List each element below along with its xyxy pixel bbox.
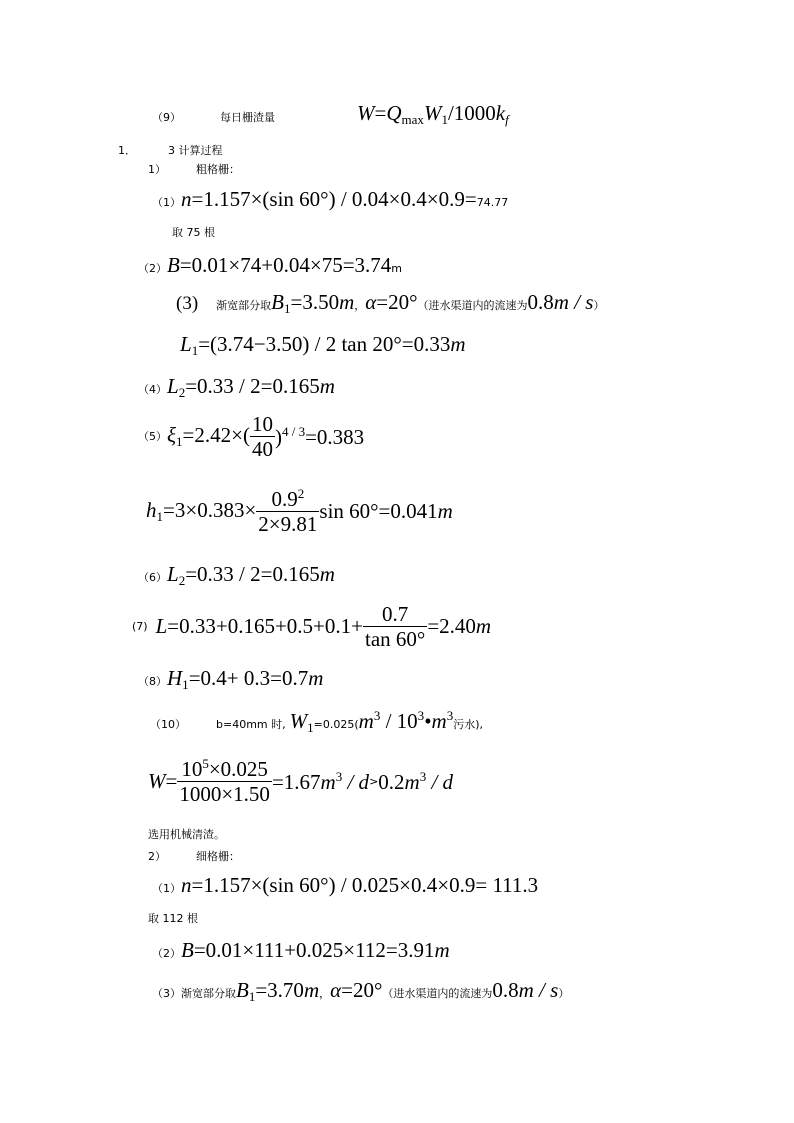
coarse-eq-4: $(4)L_2=0.33 / 2=0.165m$ [138, 374, 335, 401]
fine-eq-3: （3）渐宽部分取$B_1=3.70m$，α=20°（进水渠道内的流速为0.8m / s） [152, 978, 570, 1005]
coarse-eq-2: （2）B=0.01×74+0.04×75=3.74m [138, 253, 403, 277]
section-heading: 3 计算过程 [168, 144, 223, 157]
fine-eq-2: （2）B=0.01×111+0.025×112=3.91m [152, 938, 450, 962]
coarse-eq-3b: $L_1=(3.74-3.50) / 2$ tan 20°=0.33m [180, 332, 466, 359]
coarse-eq-10b: W= $\frac{10^5\times 0.025}{1000\times 1.50}$ $=1.67m^3 / d>0.2m^3 / d$ [148, 756, 454, 807]
coarse-eq-1: （1）n=1.157×(sin 60°) / 0.04×0.4×0.9=74.77 [152, 187, 509, 211]
coarse-eq-10: （10） b=40mm 时, $W_1=0.025(m^3$ / $10^3•m^3$污水), [150, 708, 484, 736]
item-9-label: （9） [152, 111, 181, 124]
fine-bar-count-note: 取 112 根 [148, 912, 198, 925]
coarse-eq-8: $(8)H_1=0.4+ 0.3=0.7m$ [138, 666, 324, 693]
coarse-eq-5b: $h_1=3\times 0.383\times$ $\frac{0.9^2}{2\times 9.81}$ sin 60°=0.041m [146, 486, 453, 537]
subsection-heading-fine: 细格栅： [196, 850, 240, 863]
subsection-heading-coarse: 粗格栅： [196, 163, 240, 176]
mechanical-cleaning-note: 选用机械清渣。 [148, 828, 225, 841]
subsection-number-fine: 2） [148, 850, 166, 863]
section-number: 1． [118, 144, 136, 157]
coarse-eq-5: $(5)\xi_1=2.42\times$( $\frac{10}{40}$ )$^{4 / 3}$=0.383 [138, 412, 365, 462]
coarse-eq-3: (3) 渐宽部分取$B_1=3.50m$，α=20°（进水渠道内的流速为0.8m / s） [176, 290, 605, 317]
equation-w-daily: $W=Q_{max}W_1/1000k_f$ [357, 101, 509, 128]
coarse-eq-7: (7) L=0.33+0.165+0.5+0.1+ $\frac{0.7}{\tan 60^\circ}$ =2.40m [132, 602, 492, 652]
fine-eq-1: （1）n=1.157×(sin 60°) / 0.025×0.4×0.9= 111.3 [152, 873, 539, 897]
subsection-number: 1） [148, 163, 166, 176]
item-9-title: 每日栅渣量 [220, 111, 275, 124]
coarse-bar-count-note: 取 75 根 [172, 226, 215, 239]
coarse-eq-6: $(6)L_2=0.33 / 2=0.165m$ [138, 562, 335, 589]
